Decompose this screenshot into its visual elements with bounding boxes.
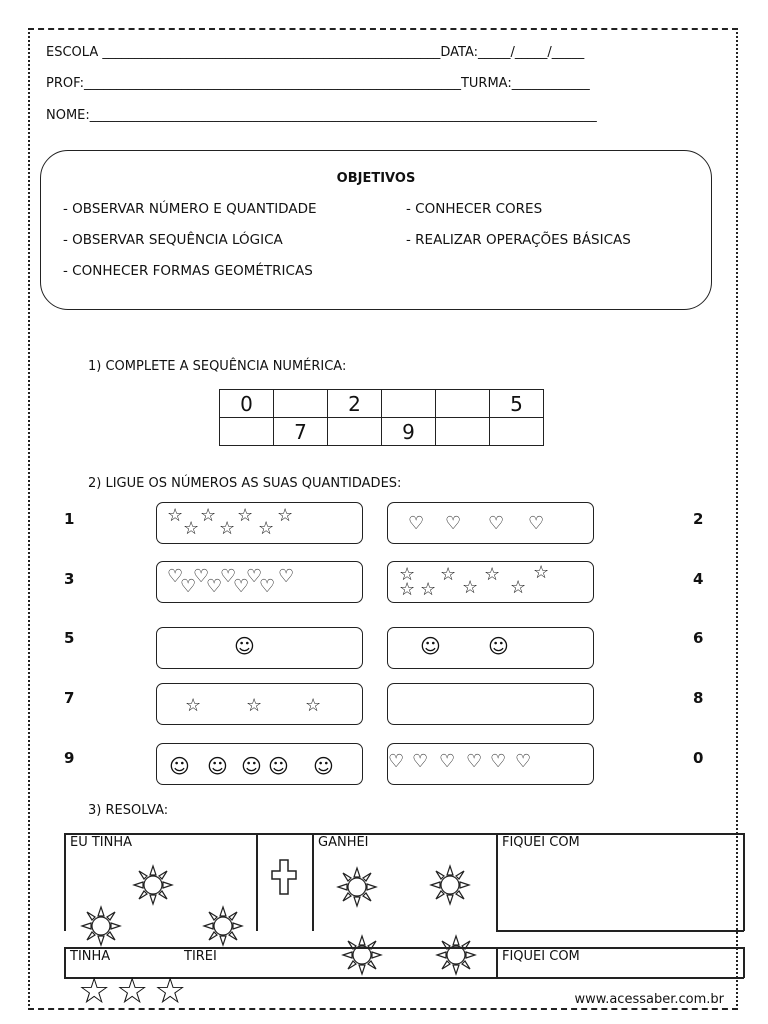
heart-icon: ♡ [220,566,237,587]
smiley-icon: ☺ [268,754,289,778]
star-icon: ☆ [510,577,527,598]
star-icon: ☆ [440,564,457,585]
smiley-icon: ☺ [420,634,441,658]
table-line [496,833,498,931]
table-line [64,947,744,949]
heart-icon: ♡ [445,513,462,534]
quantity-box-smileys-1[interactable] [156,627,363,669]
objective-item: - CONHECER FORMAS GEOMÉTRICAS [63,263,313,279]
seq-cell: 5 [490,390,544,418]
heart-icon: ♡ [412,751,429,772]
heart-icon: ♡ [167,566,184,587]
objective-item: - REALIZAR OPERAÇÕES BÁSICAS [406,232,631,248]
smiley-icon: ☺ [241,754,262,778]
quantity-box-hearts-4[interactable] [387,502,594,544]
left-number: 1 [64,510,75,528]
table-line [496,930,744,932]
question-2-title: 2) LIGUE OS NÚMEROS AS SUAS QUANTIDADES: [88,476,402,491]
heart-icon: ♡ [408,513,425,534]
heart-icon: ♡ [180,576,197,597]
question-1-title: 1) COMPLETE A SEQUÊNCIA NUMÉRICA: [88,359,347,374]
heart-icon: ♡ [278,566,295,587]
table-line [64,947,66,978]
objective-item: - CONHECER CORES [406,201,543,217]
heart-icon: ♡ [259,576,276,597]
table-line [743,833,745,931]
objective-item: - OBSERVAR NÚMERO E QUANTIDADE [63,201,317,217]
star-icon: ☆ [116,971,149,1012]
sun-icon [435,934,477,976]
star-icon: ☆ [277,505,294,526]
quantity-box-hearts-6[interactable] [387,743,594,785]
star-icon: ☆ [462,577,479,598]
smiley-icon: ☺ [234,634,255,658]
table-line [312,833,314,931]
star-icon: ☆ [183,518,200,539]
sun-icon [341,934,383,976]
star-icon: ☆ [78,971,111,1012]
escola-line: ESCOLA ____________________________________________________DATA:_____/_____/_____ [46,45,585,60]
table-line [256,833,258,931]
star-icon: ☆ [167,505,184,526]
heart-icon: ♡ [193,566,210,587]
heart-icon: ♡ [515,751,532,772]
question-3-title: 3) RESOLVA: [88,803,169,818]
right-number: 6 [693,629,704,647]
smiley-icon: ☺ [169,754,190,778]
table-line [64,833,744,835]
prof-line: PROF:__________________________________________________________TURMA:____________ [46,76,590,91]
sun-icon [202,905,244,947]
table-line [743,947,745,978]
right-number: 0 [693,749,704,767]
right-number: 2 [693,510,704,528]
seq-cell[interactable] [490,418,544,446]
star-icon: ☆ [258,518,275,539]
heart-icon: ♡ [388,751,405,772]
table-line [496,947,498,978]
star-icon: ☆ [237,505,254,526]
left-number: 3 [64,570,75,588]
seq-cell[interactable] [436,390,490,418]
smiley-icon: ☺ [313,754,334,778]
objective-item: - OBSERVAR SEQUÊNCIA LÓGICA [63,232,283,248]
star-icon: ☆ [484,564,501,585]
seq-cell[interactable] [328,418,382,446]
ganhei-label: GANHEI [318,835,369,850]
heart-icon: ♡ [488,513,505,534]
table-line [64,833,66,931]
star-icon: ☆ [154,971,187,1012]
star-icon: ☆ [305,695,322,716]
star-icon: ☆ [219,518,236,539]
quantity-box-stars-7[interactable] [156,502,363,544]
star-icon: ☆ [399,579,416,600]
star-icon: ☆ [200,505,217,526]
quantity-box-smileys-5[interactable] [156,743,363,785]
heart-icon: ♡ [246,566,263,587]
star-icon: ☆ [533,562,550,583]
heart-icon: ♡ [206,576,223,597]
left-number: 9 [64,749,75,767]
heart-icon: ♡ [233,576,250,597]
heart-icon: ♡ [439,751,456,772]
left-number: 7 [64,689,75,707]
quantity-box-stars-3[interactable] [156,683,363,725]
star-icon: ☆ [185,695,202,716]
footer-url: www.acessaber.com.br [574,992,724,1007]
seq-cell: 7 [274,418,328,446]
sun-icon [336,866,378,908]
seq-cell: 2 [328,390,382,418]
star-icon: ☆ [420,579,437,600]
seq-cell[interactable] [274,390,328,418]
fiquei-com-label: FIQUEI COM [502,835,580,850]
seq-cell: 9 [382,418,436,446]
star-icon: ☆ [399,564,416,585]
smiley-icon: ☺ [207,754,228,778]
right-number: 8 [693,689,704,707]
plus-icon [270,858,298,896]
star-icon: ☆ [246,695,263,716]
sequence-table [219,389,544,446]
tirei-label: TIREI [184,949,217,964]
tinha-label: TINHA [70,949,111,964]
right-number: 4 [693,570,704,588]
objectives-title: OBJETIVOS [336,171,416,186]
quantity-box-hearts-9[interactable] [156,561,363,603]
nome-line: NOME:______________________________________________________________________________ [46,108,597,123]
seq-cell[interactable] [382,390,436,418]
seq-cell[interactable] [220,418,274,446]
heart-icon: ♡ [490,751,507,772]
objectives-box [40,150,712,310]
quantity-box-empty[interactable] [387,683,594,725]
seq-cell[interactable] [436,418,490,446]
sun-icon [80,905,122,947]
sun-icon [132,864,174,906]
left-number: 5 [64,629,75,647]
quantity-box-stars-8[interactable] [387,561,594,603]
heart-icon: ♡ [528,513,545,534]
fiquei-com-label: FIQUEI COM [502,949,580,964]
quantity-box-smileys-2[interactable] [387,627,594,669]
eu-tinha-label: EU TINHA [70,835,133,850]
heart-icon: ♡ [466,751,483,772]
seq-cell: 0 [220,390,274,418]
sun-icon [429,864,471,906]
smiley-icon: ☺ [488,634,509,658]
